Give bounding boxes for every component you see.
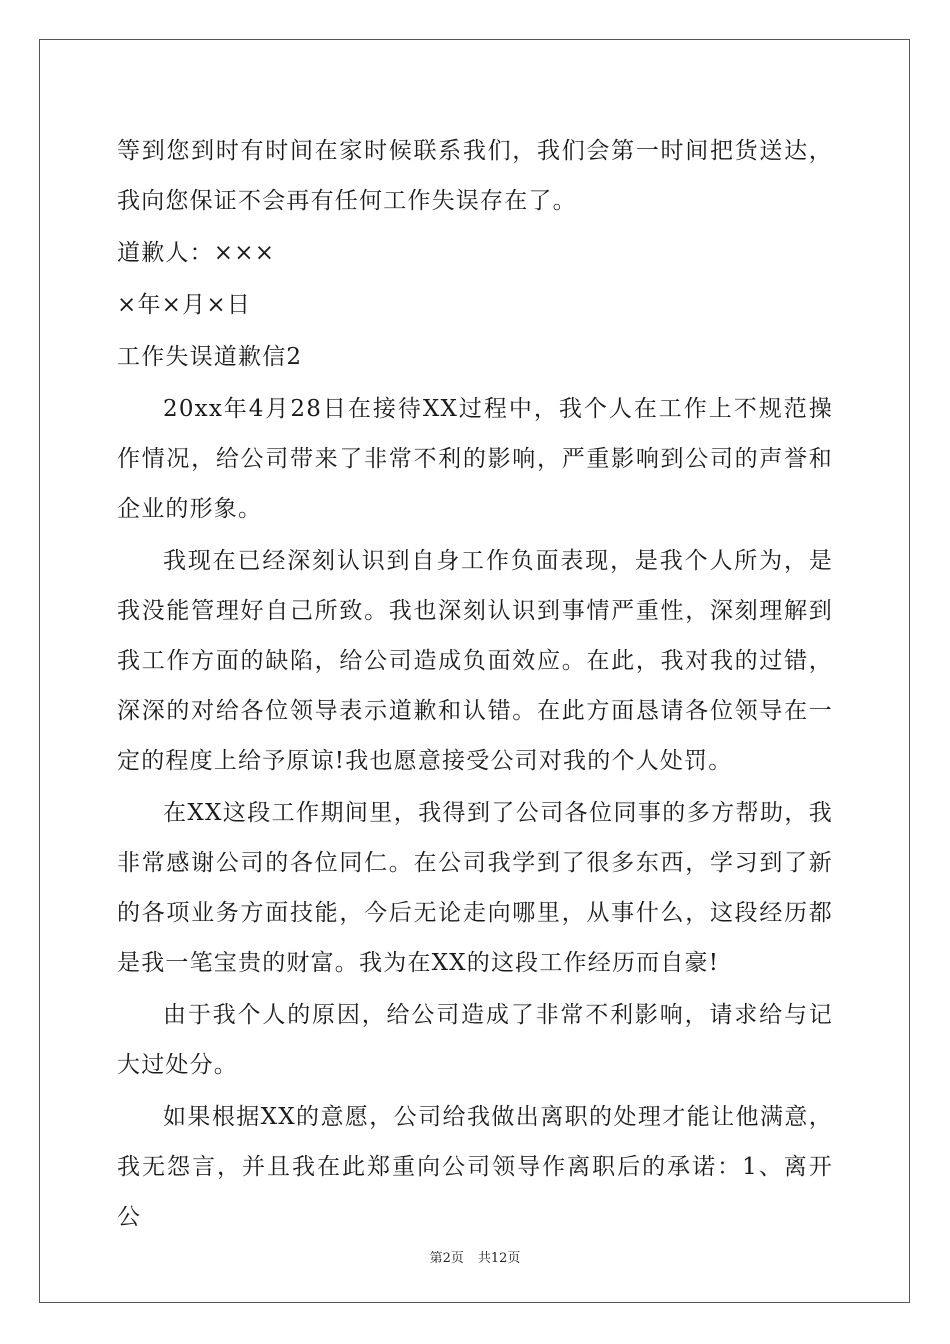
paragraph-8: 由于我个人的原因，给公司造成了非常不利影响，请求给与记大过处分。: [117, 1002, 833, 1078]
paragraph-7: 在XX这段工作期间里，我得到了公司各位同事的多方帮助，我非常感谢公司的各位同仁。在公司我学到了很多东西，学习到了新的各项业务方面技能，今后无论走向哪里，从事什么，这段经历都是我一笔宝贵的财富。我为在XX的这段工作经历而自豪!: [117, 800, 833, 976]
paragraph-5: 20xx年4月28日在接待XX过程中，我个人在工作上不规范操作情况，给公司带来了非常不利的影响，严重影响到公司的声誉和企业的形象。: [117, 396, 833, 522]
paragraph-9: 如果根据XX的意愿，公司给我做出离职的处理才能让他满意，我无怨言，并且我在此郑重向公司领导作离职后的承诺：1、离开公: [117, 1104, 833, 1230]
signature-line: 道歉人：×××: [117, 240, 276, 266]
paragraph-6: 我现在已经深刻认识到自身工作负面表现，是我个人所为，是我没能管理好自己所致。我也深刻认识到事情严重性，深刻理解到我工作方面的缺陷，给公司造成负面效应。在此，我对我的过错，深深的对给各位领导表示道歉和认错。在此方面恳请各位领导在一定的程度上给予原谅!我也愿意接受公司对我的个人处罚。: [117, 548, 833, 774]
page-total: 共12页: [477, 1251, 521, 1266]
document-body: [117, 126, 833, 1244]
date-line: ×年×月×日: [117, 292, 252, 318]
section-title: 工作失误道歉信2: [117, 344, 303, 370]
page-footer: [0, 1247, 950, 1266]
page-number: 第2页: [429, 1251, 464, 1266]
paragraph-1: 等到您到时有时间在家时候联系我们，我们会第一时间把货送达，我向您保证不会再有任何工作失误存在了。: [117, 138, 833, 214]
